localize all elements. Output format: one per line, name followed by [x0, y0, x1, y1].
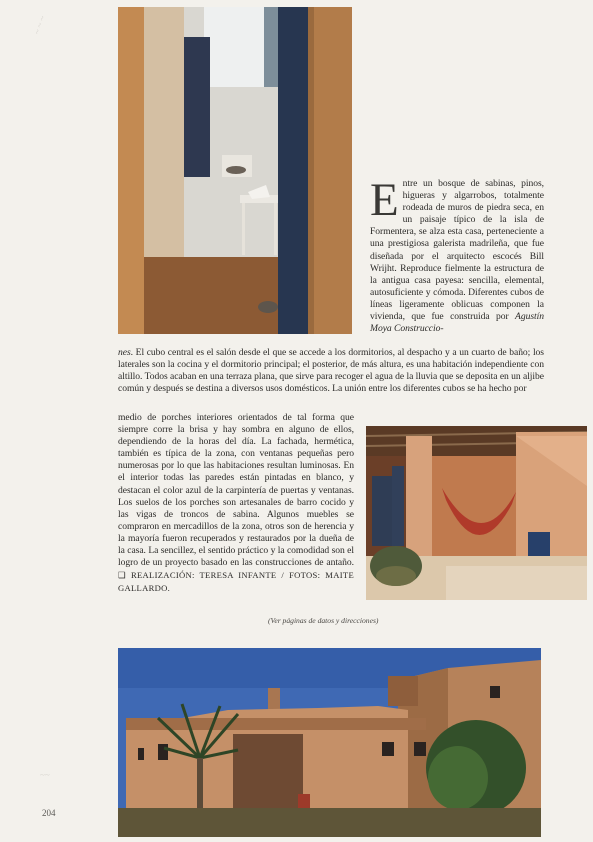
article-text-end: medio de porches interiores orientados de tal forma que siempre corre la brisa y hay sombra en alguno de ellos, dependiendo de la horas del día. La fachada, hermética, también es típica de la zona, con ventanas pequeñas pero numerosas por lo que las habitaciones resultan luminosas. En el interior todas las paredes están pintadas en blanco, y destacan el color azul de la carpintería de puertas y ventanas. Los suelos de los porches son artesanales de barro cocido y las vigas de troncos de sabina. Algunos muebles se compraron en mercadillos de la zona, otros son de herencia y la mayoría fueron recuperados y restaurados por la dueña de la casa. La sencillez, el sentido práctico y la comodidad son el logro de un proyecto basado en las construcciones de antaño. — [118, 412, 354, 569]
photo-interior-doorway — [118, 7, 352, 334]
margin-scribble: ~ ~ ~ — [31, 14, 48, 36]
article-column-left — [118, 412, 354, 595]
margin-scribble: ~~ — [40, 770, 50, 780]
article-column-right — [370, 174, 544, 335]
photo-porch-hammock — [366, 426, 587, 600]
builder-name-cont: nes — [118, 347, 131, 358]
photo-exterior-house — [118, 648, 541, 837]
caption: (Ver páginas de datos y direcciones) — [268, 616, 379, 625]
builder-name: Agustín Moya Construccio- — [370, 311, 544, 335]
photo-credit: ❑ REALIZACIÓN: TERESA INFANTE / FOTOS: MAITE GALLARDO. — [118, 570, 354, 594]
article-text-middle: . El cubo central es el salón desde el que se accede a los dormitorios, al despacho y a un cuarto de baño; los laterales son la cocina y el dormitorio principal; el posterior, de más altura, es una habitación independiente con altillo. Todos acaban en una terraza plana, que sirve para recoger el agua de la lluvia que se deposita en un aljibe común y después se destina a diversos usos domésticos. La unión entre los diferentes cubos se ha hecho por — [118, 347, 544, 395]
page-number: 204 — [42, 808, 56, 818]
article-text-intro: ntre un bosque de sabinas, pinos, higueras y algarrobos, totalmente rodeada de muros de piedra seca, en un paisaje típico de la isla de Formentera, se alza esta casa, perteneciente a una prestigiosa galerista madrileña, que fue diseñada por el arquitecto escocés Bill Wrijht. Reproduce fielmente la estructura de la antigua casa payesa: sencilla, elemental, autosuficiente y cómoda. Diferentes cubos de líneas ligeramente oblicuas componen la vivienda, que fue construida por — [370, 178, 544, 323]
dropcap: E — [370, 174, 399, 226]
article-column-full — [118, 347, 544, 395]
